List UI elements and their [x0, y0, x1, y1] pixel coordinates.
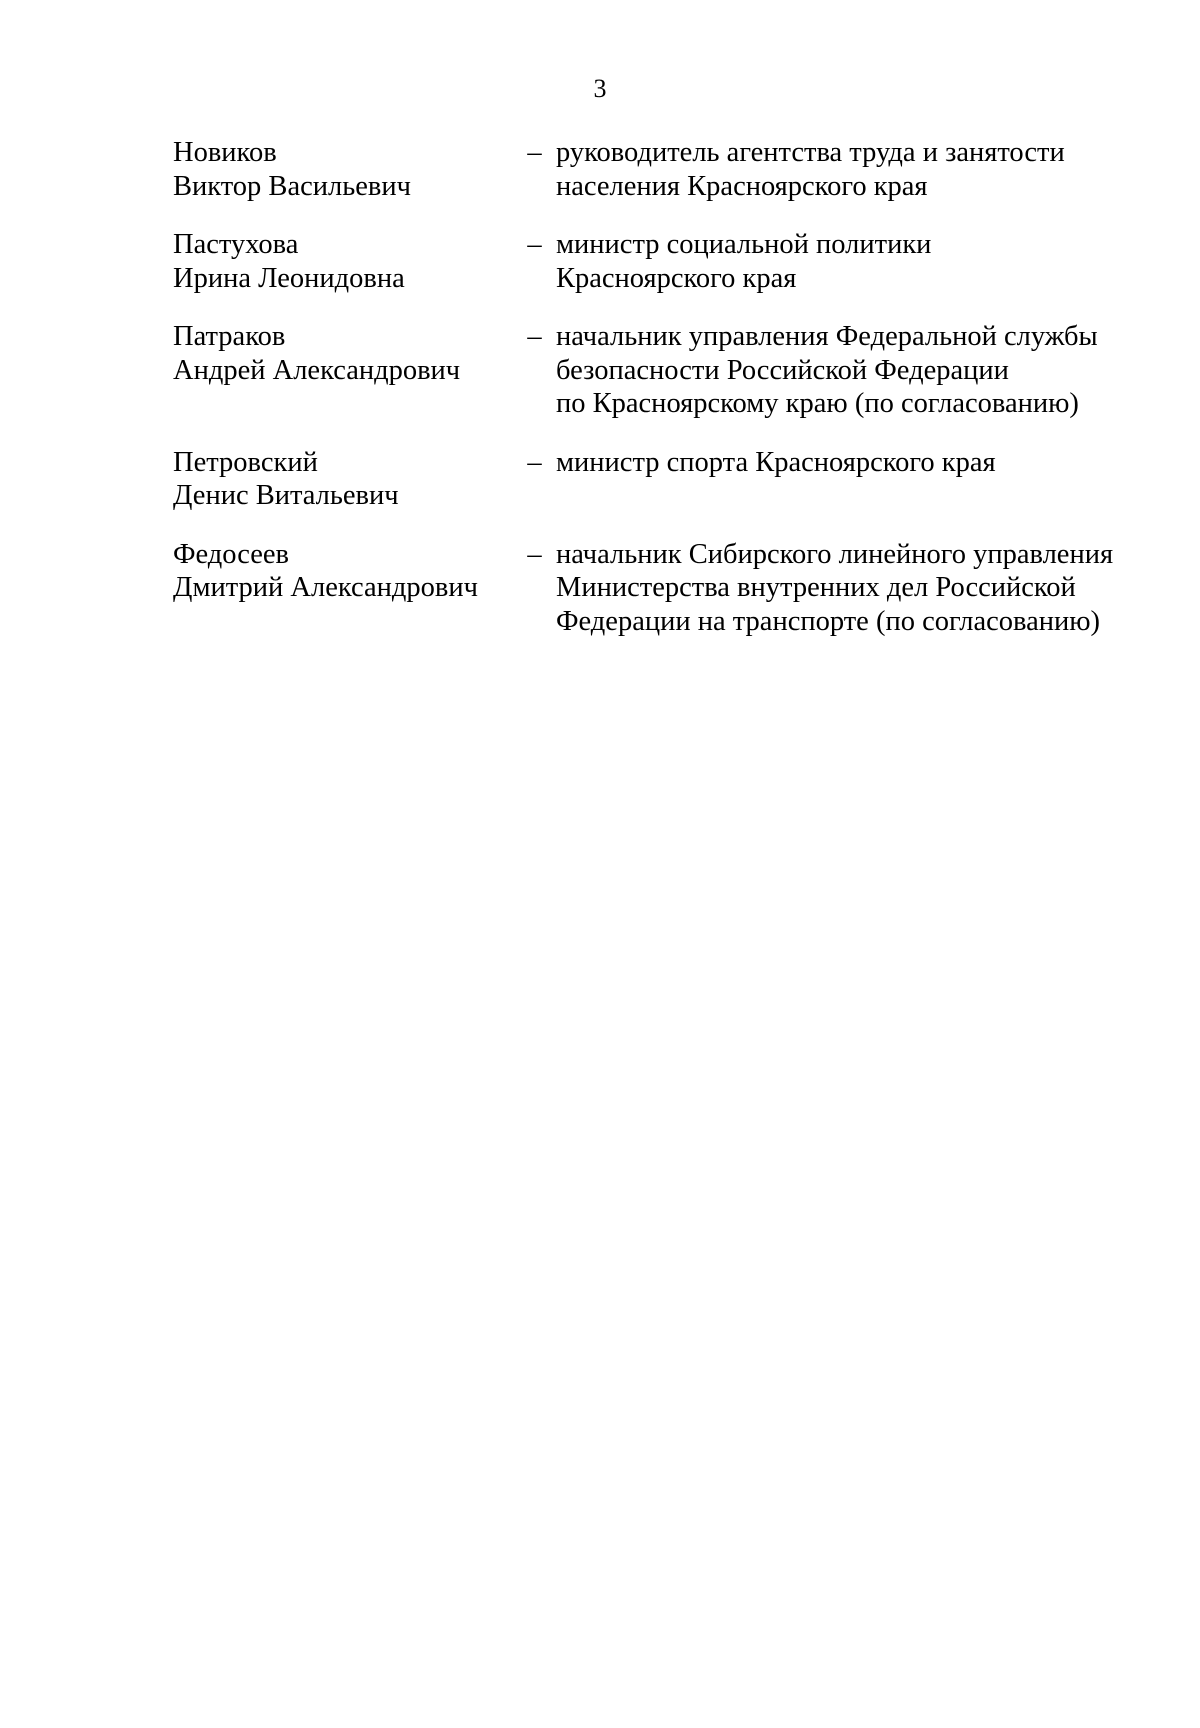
position-line: начальник управления Федеральной службы [556, 321, 1098, 352]
position-line: Федерации на транспорте (по согласованию) [556, 605, 1101, 637]
member-surname: Федосеев [173, 538, 290, 570]
member-position [556, 136, 1123, 203]
position-line: Красноярского края [556, 262, 797, 294]
member-dash: – [527, 229, 542, 260]
member-name [173, 446, 493, 513]
position-line: министр социальной политики [556, 229, 932, 260]
member-row [173, 446, 1123, 513]
position-line: Министерства внутренних дел Российской [556, 572, 1076, 603]
member-dash: – [527, 538, 542, 570]
position-line: безопасности Российской Федерации [556, 354, 1009, 386]
member-dash: – [527, 137, 542, 168]
member-given-names: Андрей Александрович [173, 354, 461, 386]
member-dash: – [527, 321, 542, 352]
member-row [173, 320, 1123, 421]
member-given-names: Ирина Леонидовна [173, 262, 405, 294]
member-position [556, 228, 1123, 295]
member-position [556, 538, 1123, 639]
position-line: по Красноярскому краю (по согласованию) [556, 388, 1079, 419]
member-name [173, 136, 493, 203]
page-number: 3 [593, 74, 607, 103]
member-surname: Новиков [173, 137, 277, 168]
position-line: руководитель агентства труда и занятости [556, 137, 1065, 168]
member-surname: Патраков [173, 321, 286, 352]
position-line: населения Красноярского края [556, 170, 928, 202]
member-position [556, 320, 1123, 421]
member-name [173, 320, 493, 387]
member-surname: Пастухова [173, 229, 299, 260]
member-given-names: Дмитрий Александрович [173, 572, 478, 603]
member-row [173, 136, 1123, 203]
member-row [173, 538, 1123, 639]
position-line: начальник Сибирского линейного управления [556, 538, 1114, 570]
member-given-names: Денис Витальевич [173, 480, 399, 511]
member-dash: – [527, 446, 542, 478]
member-position [556, 446, 1123, 480]
member-list [173, 136, 1123, 663]
member-surname: Петровский [173, 446, 318, 478]
member-name [173, 538, 493, 605]
position-line: министр спорта Красноярского края [556, 446, 996, 478]
member-name [173, 228, 493, 295]
member-row [173, 228, 1123, 295]
member-given-names: Виктор Васильевич [173, 170, 411, 202]
